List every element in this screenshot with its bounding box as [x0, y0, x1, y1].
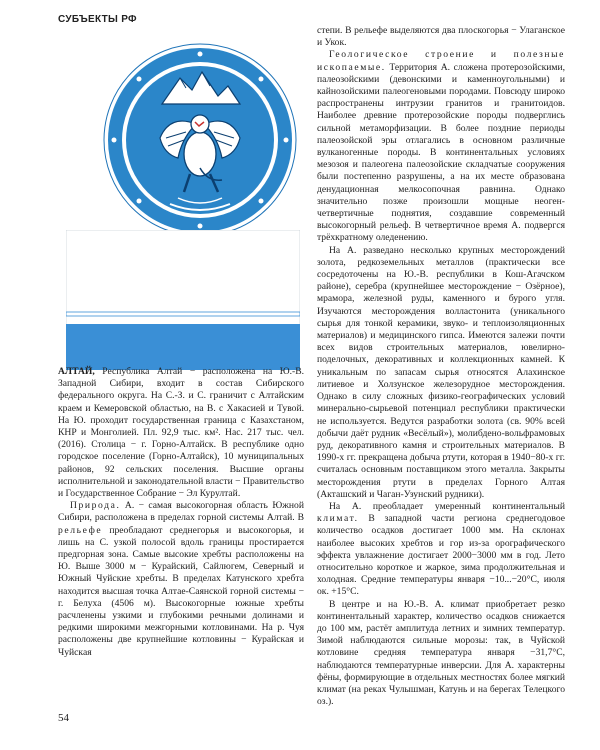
- left-text-column: [58, 366, 304, 659]
- section-header: СУБЪЕКТЫ РФ: [58, 14, 137, 25]
- entry-title: АЛТАЙ,: [58, 366, 95, 377]
- nature-paragraph: Природа. А. − самая высокогорная область Южной Сибири, расположена в пределах горной системы Алтай. В рельефе преобладают среднегорья и высокогорья, и лишь на С. узкой полосой вдоль границы простирается предгорная зона. Самые высокие хребты расположены на Ю. Выше 3000 м − Курайский, Сайлюгем, Северный и Южный Чуйские хребты. В пределах Катунского хребта находится высшая точка Алтае-Саянской горной системы − г. Белуха (4506 м). Высокогорные южные хребты расчленены узкими и глубокими речными долинами и редкими широкими межгорными котловинами. На р. Чуя расположены две крупнейшие котловины − Курайская и Чуйская: [58, 500, 304, 658]
- nature-heading: Природа.: [70, 500, 121, 512]
- coat-of-arms-emblem: [100, 42, 300, 238]
- relief-continuation-paragraph: степи. В рельефе выделяются два плоскогорья − Улаганское и Укок.: [317, 25, 565, 49]
- minerals-paragraph: На А. разведано несколько крупных месторождений золота, редкоземельных металлов (практически все сосредоточены на Ю.-В. республики в Кош-Агачском районе), серебра (крупнейшее месторождение − Озёрное), мрамора, железной руды, каменного и бурого угля. Изучаются месторождения волластонита (уникального сырья для тонкой керамики, звуко- и теплоизоляционных материалов) и медицинского гипса. Имеются залежи почти всех видов строительных материалов, ювелирно-поделочных, декоративных и коллекционных камней. К уникальным по запасам сырья относятся Алахинское литиевое и Холзунское железорудное месторождения. Однако в силу сложных физико-географических условий минерально-сырьевой потенциал республики практически не используется. Ведутся разработки золота (св. 90% всей добычи даёт рудник «Весёлый»), молибдено-вольфрамовых руд, декоративного камня и строительных материалов. В 1990-х гг. прекращена добыча ртути, которая в 1940−80-х гг. считалась основным поставщиком этого металла. Закрыты месторождения ртути в пределах Горного Алтая (Акташский и Чаган-Узунский рудники).: [317, 244, 565, 500]
- geology-paragraph: Геологическое строение и полезные ископаемые. Территория А. сложена протерозойскими, палеозойскими (девонскими и каменноугольными) и кайнозойскими палеогеновыми породами. Повсюду широко распространены интрузии гранитов и гранитоидов. Наиболее древние протерозойские породы подверглись сильной метаморфизации. В более поздние периоды палеозойской эры отлагались в основном различные вулканогенные породы. В континентальных условиях мезозоя и палеогена палеозойские складчатые сооружения были постепенно разрушены, а на их месте образована денудационная мелкосопочная равнина. Однако значительно позже произошли мощные неоген-четвертичные поднятия, создавшие современный высокогорный рельеф. В четвертичное время А. подвергся трёхкратному оледенению.: [317, 49, 565, 244]
- republic-flag: [66, 230, 300, 370]
- climate-paragraph: На А. преобладает умеренный континентальный климат. В западной части региона среднегодовое количество осадков достигает 1000 мм. На склонах наиболее высоких хребтов и гор из-за орографического эффекта увлажнение достигает 2000−3000 мм в год. Лето относительно короткое и жаркое, зима продолжительная и холодная. Средние температуры января −10...−20°С, июля ок. +15°С.: [317, 500, 565, 598]
- geology-heading: Геологическое строение и полезные ископаемые.: [317, 49, 565, 73]
- continental-climate-paragraph: В центре и на Ю.-В. А. климат приобретает резко континентальный характер, количество осадков снижается до 100 мм, растёт амплитуда летних и зимних температур. Зимой наблюдаются сильные морозы: так, в Чуйской котловине средняя температура января −31,7°С, наблюдаются температурные инверсии. Для А. характерны фёны, формирующие в отдельных местностях более мягкий климат (на реках Чулышман, Катунь и на берегах Телецкого оз.).: [317, 598, 565, 708]
- climate-heading: климат.: [317, 513, 359, 525]
- right-text-column: [317, 25, 565, 708]
- page-number: 54: [58, 712, 69, 724]
- republic-intro-paragraph: АЛТАЙ, Республика Алтай − расположена на Ю.-В. Западной Сибири, входит в состав Сибирского федерального округа. На С.-З. и С. граничит с Алтайским краем и Кемеровской областью, на В. с Хакасией и Тувой. На Ю. проходит государственная граница с Казахстаном, КНР и Монголией. Пл. 92,9 тыс. км². Нас. 217 тыс. чел. (2016). Столица − г. Горно-Алтайск. В республике одно городское поселение (Горно-Алтайск), 10 муниципальных районов, 92 сельских поселения. Высшие органы исполнительной и законодательной власти − Правительство и Государственное Собрание − Эл Курултай.: [58, 366, 304, 500]
